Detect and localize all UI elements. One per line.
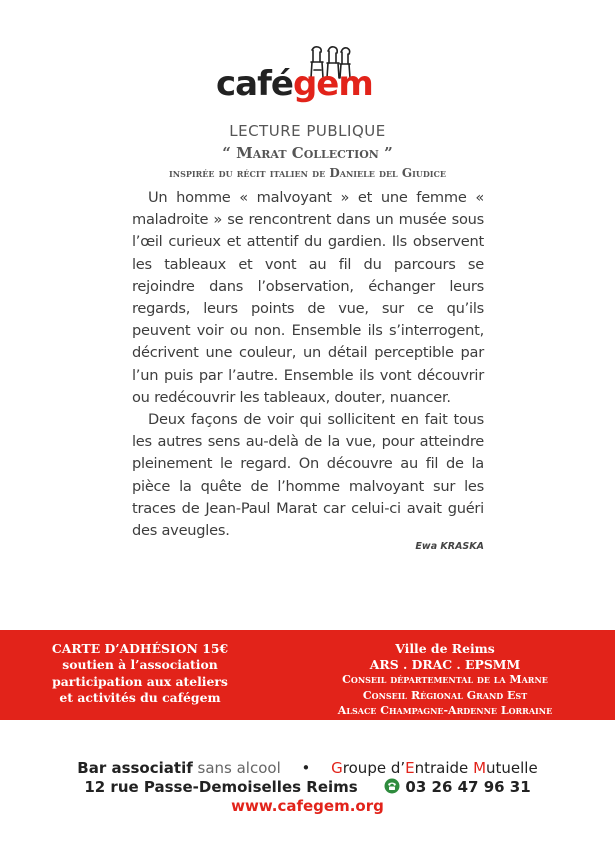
logo-cafe: café [216, 64, 293, 104]
footer-contact [0, 778, 615, 796]
event-title: “ Marat Collection ” [222, 144, 393, 162]
description-paragraph-1: Un homme « malvoyant » et une femme « maladroite » se rencontrent dans un musée sous l’œil curieux et attentif du gardien. Ils observent les tableaux et vont au fil du parcours se rejoindre dans l’observation, échanger leurs regards, leurs points de vue, sur ce qu’ils peuvent voir ou non. Ensemble ils s’interrogent, décrivent une couleur, un détail perceptible par l’un puis par l’autre. Ensemble ils vont découvrir ou redécouvrir les tableaux, douter, nuancer. [132, 189, 484, 406]
membership-line: participation aux ateliers [52, 673, 228, 689]
partner-departement: Conseil départemental de la Marne [342, 673, 548, 687]
event-subtitle: inspirée du récit italien de Daniele del Giudice [169, 166, 446, 180]
footer-website [0, 797, 615, 815]
membership-line: soutien à l’association [62, 657, 218, 673]
gem-initial-e: E [405, 759, 415, 777]
partner-agencies: ARS . DRAC . EPSMM [369, 656, 521, 672]
bar-label: Bar associatif [77, 759, 193, 777]
cafegem-logo [216, 44, 406, 110]
gem-word-entraide: ntraide [414, 759, 474, 777]
partner-region: Conseil Régional Grand Est [362, 688, 528, 702]
partner-region-detail: Alsace Champagne-Ardenne Lorraine [337, 704, 553, 718]
phone-number: 03 26 47 96 31 [405, 778, 531, 796]
partner-city: Ville de Reims [395, 641, 495, 656]
sans-alcool-label: sans alcool [197, 759, 281, 777]
event-type: LECTURE PUBLIQUE [229, 122, 386, 140]
gem-word-mutuelle: utuelle [486, 759, 538, 777]
logo-gem: gem [292, 64, 373, 104]
logo-wordmark [216, 66, 373, 102]
membership-line: et activités du cafégem [59, 690, 221, 706]
membership-info [30, 641, 250, 707]
address: 12 rue Passe-Demoiselles Reims [84, 778, 358, 796]
gem-initial-m: M [473, 759, 487, 777]
footer-tagline [0, 759, 615, 777]
author: Ewa KRASKA [415, 541, 484, 552]
separator-dot: • [301, 759, 311, 777]
description [132, 187, 484, 542]
website-link[interactable]: www.cafegem.org [231, 797, 384, 815]
description-paragraph-2: Deux façons de voir qui sollicitent en fait tous les autres sens au-delà de la vue, pour atteindre pleinement le regard. On découvre au fil de la pièce la quête de l’homme malvoyant sur les traces de Jean-Paul Marat car celui-ci avait guéri des aveugles. [132, 411, 484, 540]
gem-word-groupe: roupe d’ [342, 759, 406, 777]
phone-icon [384, 778, 400, 794]
gem-initial-g: G [331, 759, 343, 777]
membership-line: CARTE D’ADHÉSION 15€ [51, 641, 229, 656]
partners [310, 641, 580, 719]
